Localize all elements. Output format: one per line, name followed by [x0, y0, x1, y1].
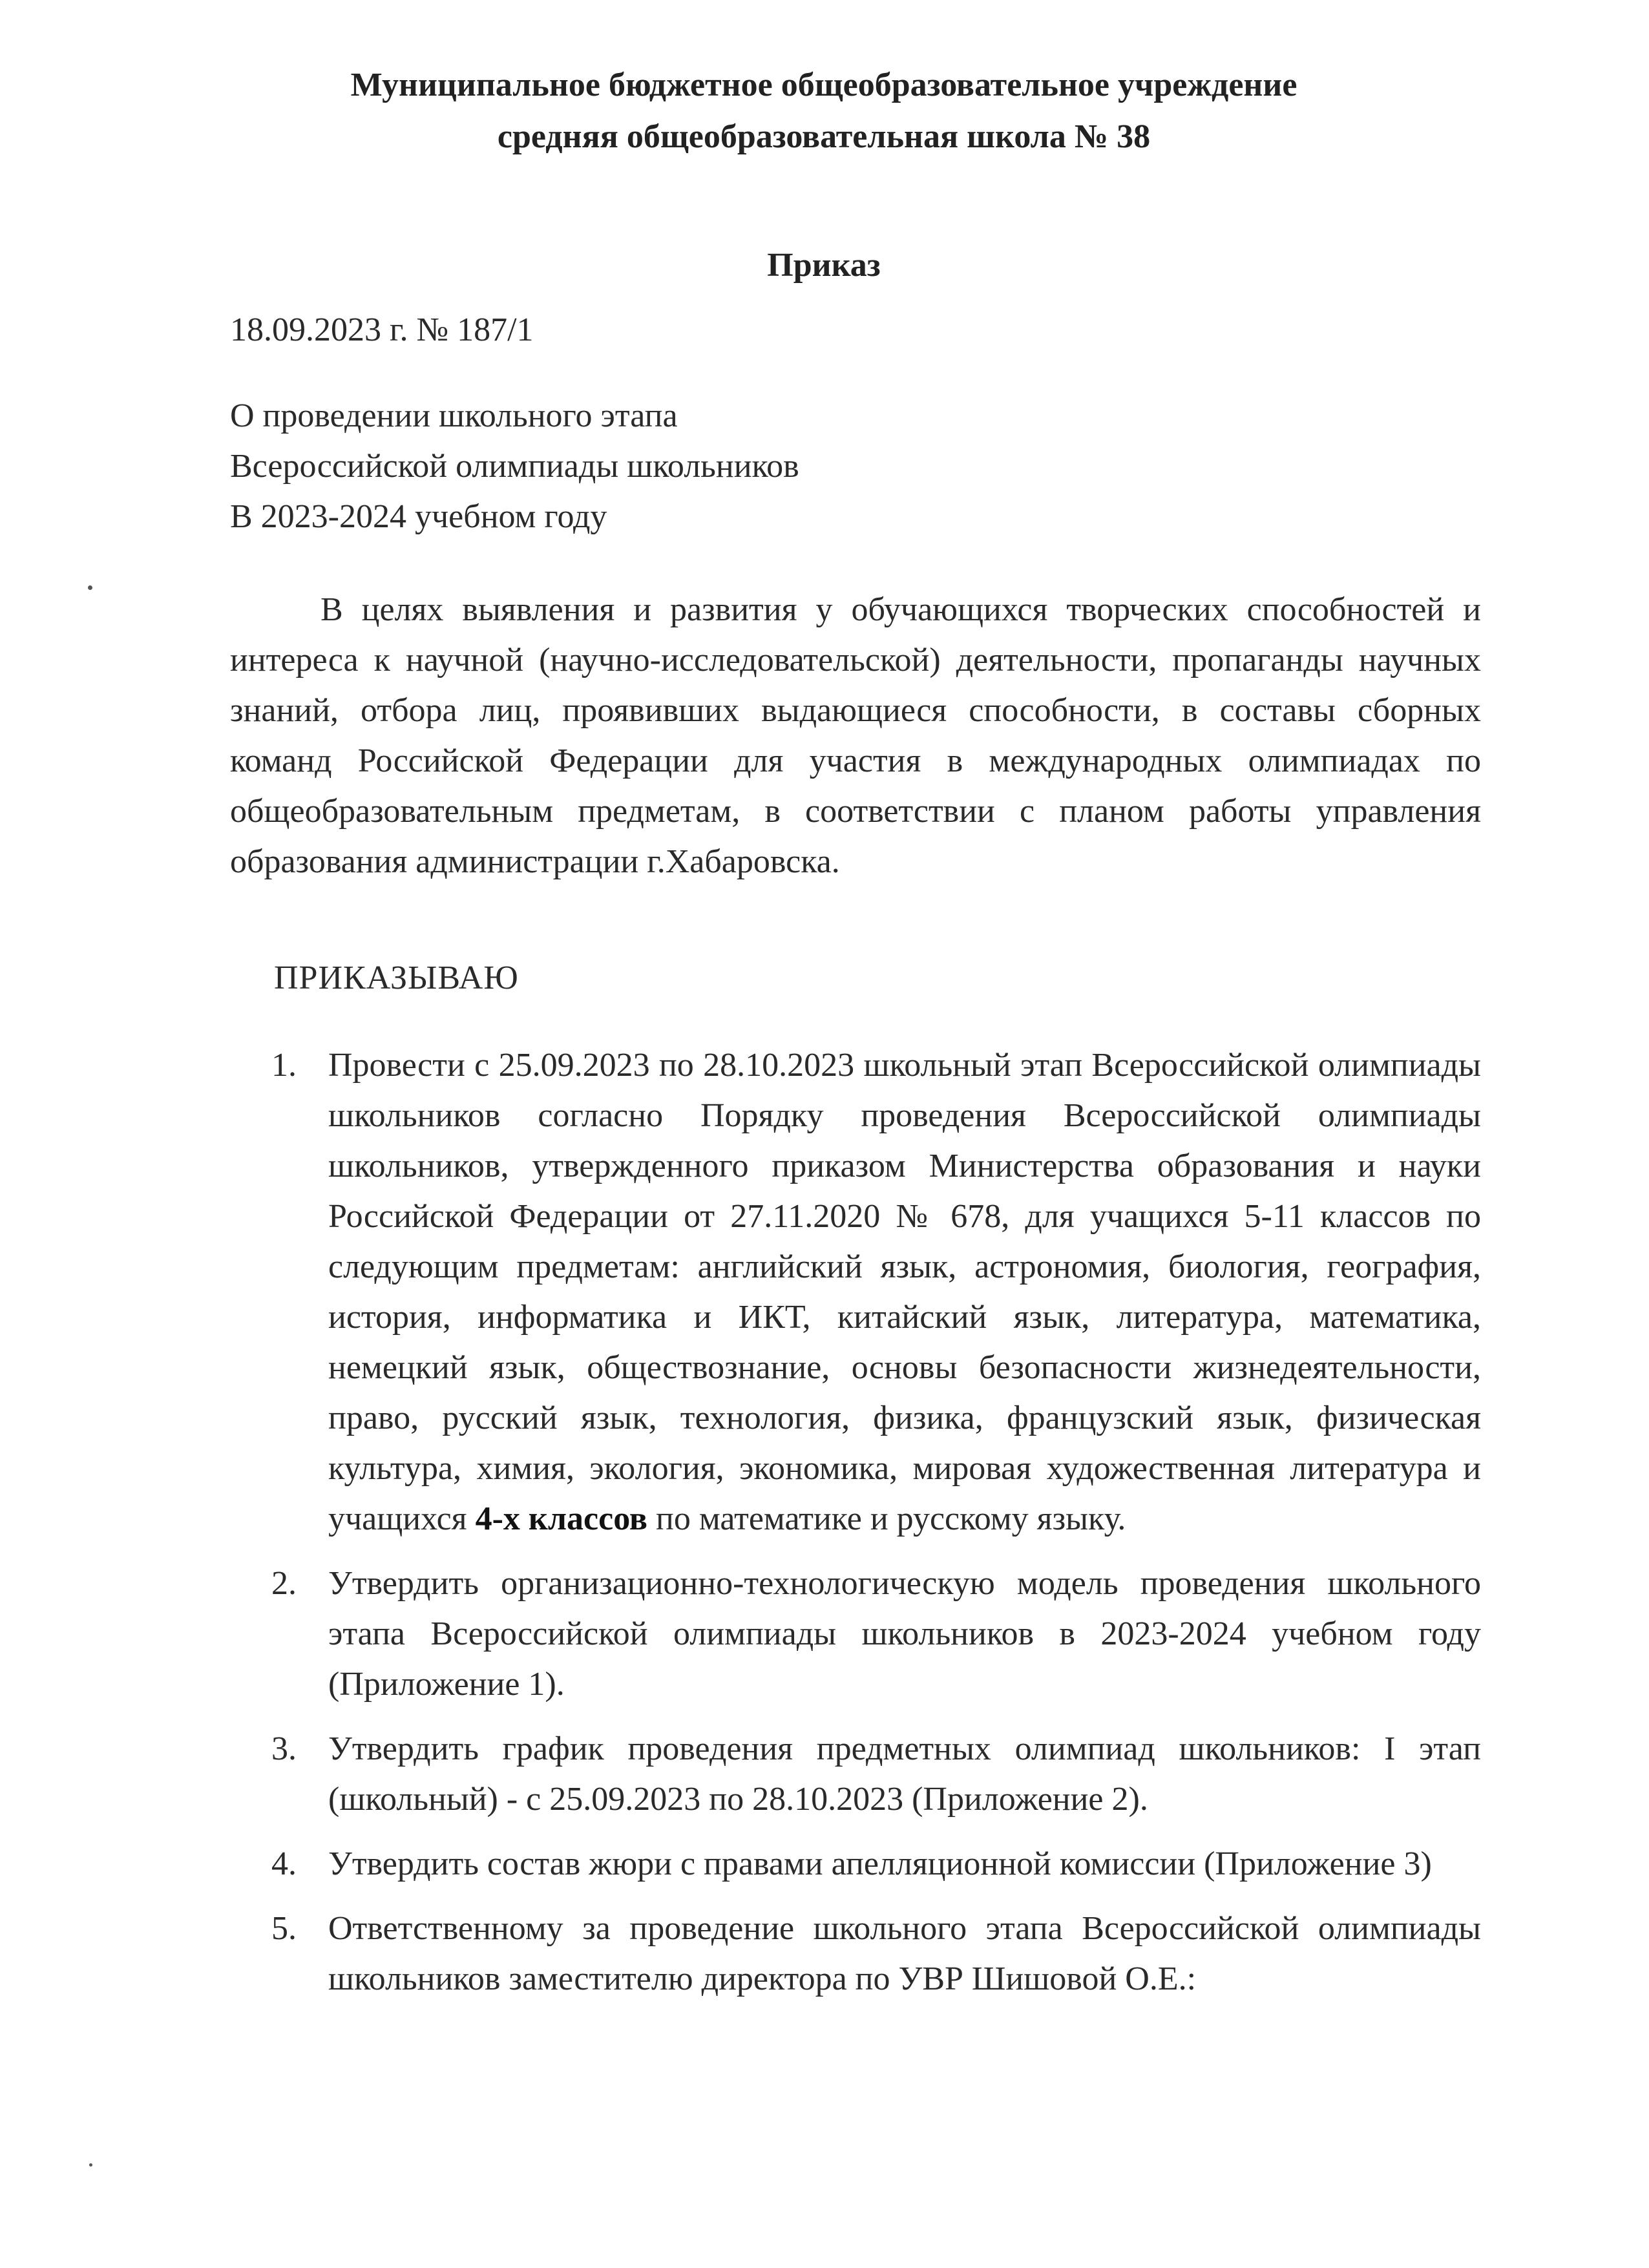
order-list: [271, 1040, 1481, 2019]
order-item-3: [271, 1724, 1481, 1825]
scan-speck: [88, 585, 92, 590]
order-item-number: 1.: [271, 1047, 297, 1084]
order-item-text: Утвердить состав жюри с правами апелляционной комиссии (Приложение 3): [328, 1845, 1432, 1882]
document-date-number: 18.09.2023 г. № 187/1: [230, 311, 534, 348]
order-item-number: 3.: [271, 1730, 297, 1767]
subject-line-2: Всероссийской олимпиады школьников: [230, 448, 799, 485]
subject-line-1: О проведении школьного этапа: [230, 397, 678, 434]
document-subject: [230, 391, 799, 542]
order-item-1: [271, 1040, 1481, 1544]
order-item-4: [271, 1839, 1481, 1889]
order-item-text: Утвердить график проведения предметных олимпиад школьников: I этап (школьный) - с 25.09.2023 по 28.10.2023 (Приложение 2).: [328, 1730, 1481, 1818]
subject-line-3: В 2023-2024 учебном году: [230, 498, 607, 535]
school-header: [233, 59, 1415, 163]
order-item-number: 4.: [271, 1845, 297, 1882]
order-item-text: Утвердить организационно-технологическую модель проведения школьного этапа Всероссийской олимпиады школьников в 2023-2024 учебном году (Приложение 1).: [328, 1565, 1481, 1703]
document-title: Приказ: [767, 247, 881, 284]
school-header-line-1: Муниципальное бюджетное общеобразовательное учреждение: [350, 67, 1297, 103]
order-item-text: Провести с 25.09.2023 по 28.10.2023 школьный этап Всероссийской олимпиады школьников согласно Порядку проведения Всероссийской олимпиады школьников, утвержденного приказом Министерства образования и науки Российской Федерации от 27.11.2020 № 678, для учащихся 5-11 классов по следующим предметам: английский язык, астрономия, биология, география, история, информатика и ИКТ, китайский язык, литература, математика, немецкий язык, обществознание, основы безопасности жизнедеятельности, право, русский язык, технология, физика, французский язык, физическая культура, химия, экология, экономика, мировая художественная литература и учащихся: [328, 1047, 1481, 1537]
order-item-text: Ответственному за проведение школьного этапа Всероссийской олимпиады школьников заместителю директора по УВР Шишовой О.Е.:: [328, 1910, 1481, 1997]
scan-speck: [89, 2163, 92, 2167]
school-header-line-2: средняя общеобразовательная школа № 38: [497, 118, 1151, 155]
order-item-bold-text: 4-х классов: [475, 1500, 648, 1537]
order-item-number: 5.: [271, 1910, 297, 1947]
preamble-paragraph: В целях выявления и развития у обучающихся творческих способностей и интереса к научной (научно-исследовательской) деятельности, пропаганды научных знаний, отбора лиц, проявивших выдающиеся способности, в составы сборных команд Российской Федерации для участия в международных олимпиадах по общеобразовательным предметам, в соответствии с планом работы управления образования администрации г.Хабаровска.: [230, 591, 1481, 880]
order-item-text-tail: по математике и русскому языку.: [647, 1500, 1126, 1537]
order-item-5: [271, 1904, 1481, 2004]
order-item-2: [271, 1559, 1481, 1710]
order-item-number: 2.: [271, 1565, 297, 1602]
order-word: ПРИКАЗЫВАЮ: [274, 960, 519, 996]
